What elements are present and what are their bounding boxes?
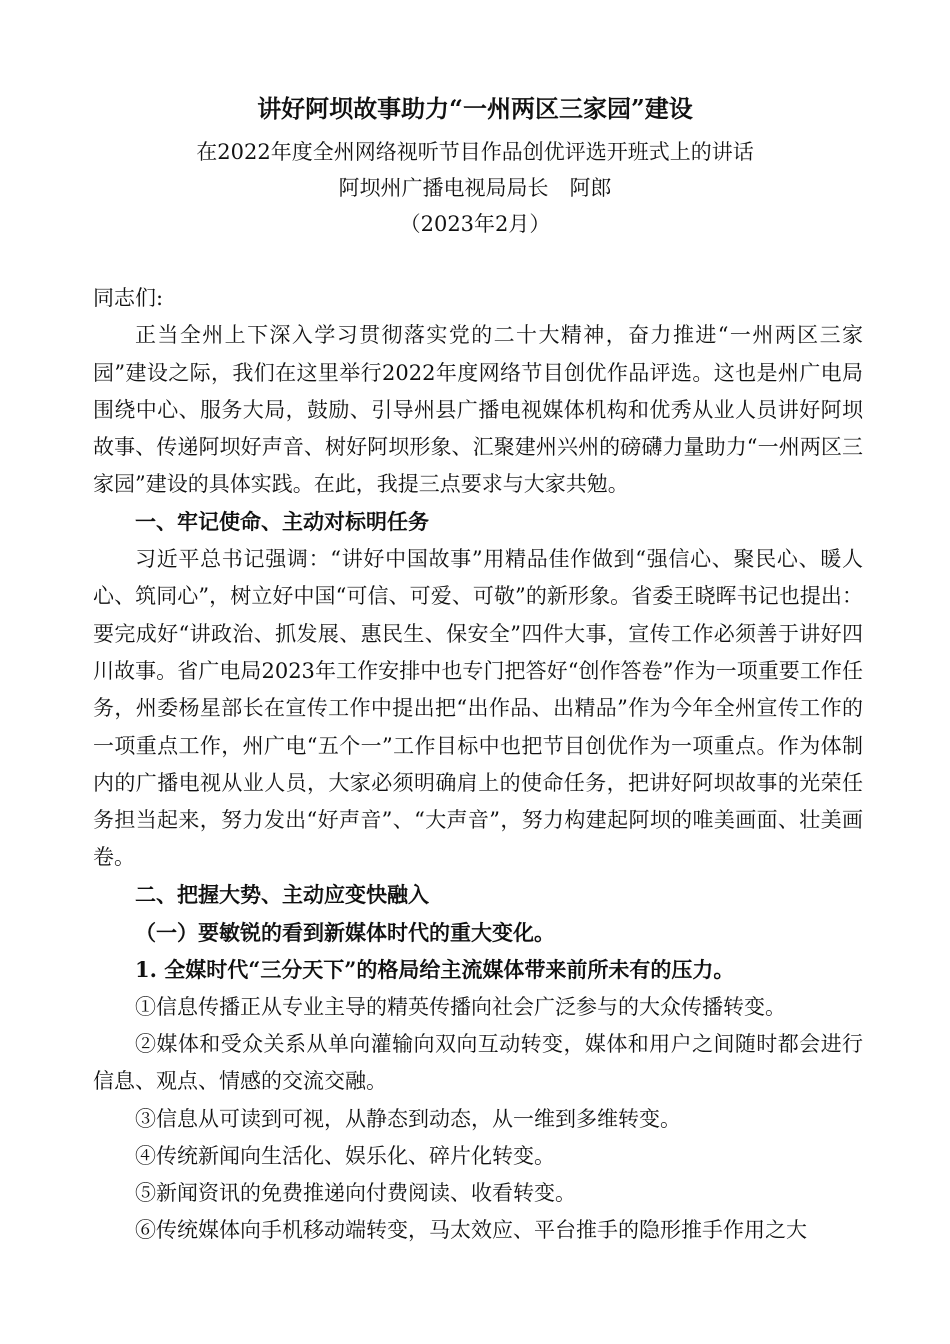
list-item: ②媒体和受众关系从单向灌输向双向互动转变，媒体和用户之间随时都会进行信息、观点、情感的交流交融。: [93, 1031, 863, 1094]
document-body: [93, 280, 863, 1250]
speaker-line: 阿坝州广播电视局局长 阿郎: [338, 176, 612, 200]
section-1-heading: 一、牢记使命、主动对标明任务: [135, 509, 429, 534]
subsection-1-heading: （一）要敏锐的看到新媒体时代的重大变化。: [135, 920, 555, 946]
list-item: ③信息从可读到可视，从静态到动态，从一维到多维转变。: [135, 1106, 681, 1131]
document-subtitle: 在2022年度全州网络视听节目作品创优评选开班式上的讲话: [196, 140, 754, 164]
date-line: （2023年2月）: [399, 212, 551, 236]
list-item: ⑤新闻资讯的免费推递向付费阅读、收看转变。: [135, 1181, 576, 1206]
list-item: ④传统新闻向生活化、娱乐化、碎片化转变。: [135, 1143, 555, 1168]
section-2-heading: 二、把握大势、主动应变快融入: [135, 882, 429, 907]
list-item: ⑥传统媒体向手机移动端转变，马太效应、平台推手的隐形推手作用之大: [135, 1218, 807, 1243]
salutation: 同志们:: [93, 286, 164, 310]
section-1-paragraph: 习近平总书记强调：“讲好中国故事”用精品佳作做到“强信心、聚民心、暖人心、筑同心”，树立好中国“可信、可爱、可敬”的新形象。省委王晓晖书记也提出：要完成好“讲政治、抓发展、惠民生、保安全”四件大事，宣传工作必须善于讲好四川故事。省广电局2023年工作安排中也专门把答好“创作答卷”作为一项重要工作任务，州委杨星部长在宣传工作中提出把“出作品、出精品”作为今年全州宣传工作的一项重点工作，州广电“五个一”工作目标中也把节目创优作为一项重点。作为体制内的广播电视从业人员，大家必须明确肩上的使命任务，把讲好阿坝故事的光荣任务担当起来，努力发出“好声音”、“大声音”，努力构建起阿坝的唯美画面、壮美画卷。: [93, 547, 863, 870]
list-item: ①信息传播正从专业主导的精英传播向社会广泛参与的大众传播转变。: [135, 994, 786, 1019]
document-title: 讲好阿坝故事助力“一州两区三家园”建设: [257, 94, 693, 123]
intro-paragraph: 正当全州上下深入学习贯彻落实党的二十大精神，奋力推进“一州两区三家园”建设之际，我们在这里举行2022年度网络节目创优作品评选。这也是州广电局围绕中心、服务大局，鼓励、引导州县广播电视媒体机构和优秀从业人员讲好阿坝故事、传递阿坝好声音、树好阿坝形象、汇聚建州兴州的磅礴力量助力“一州两区三家园”建设的具体实践。在此，我提三点要求与大家共勉。: [93, 323, 863, 497]
point-1-heading: 1. 全媒时代“三分天下”的格局给主流媒体带来前所未有的压力。: [135, 957, 735, 983]
